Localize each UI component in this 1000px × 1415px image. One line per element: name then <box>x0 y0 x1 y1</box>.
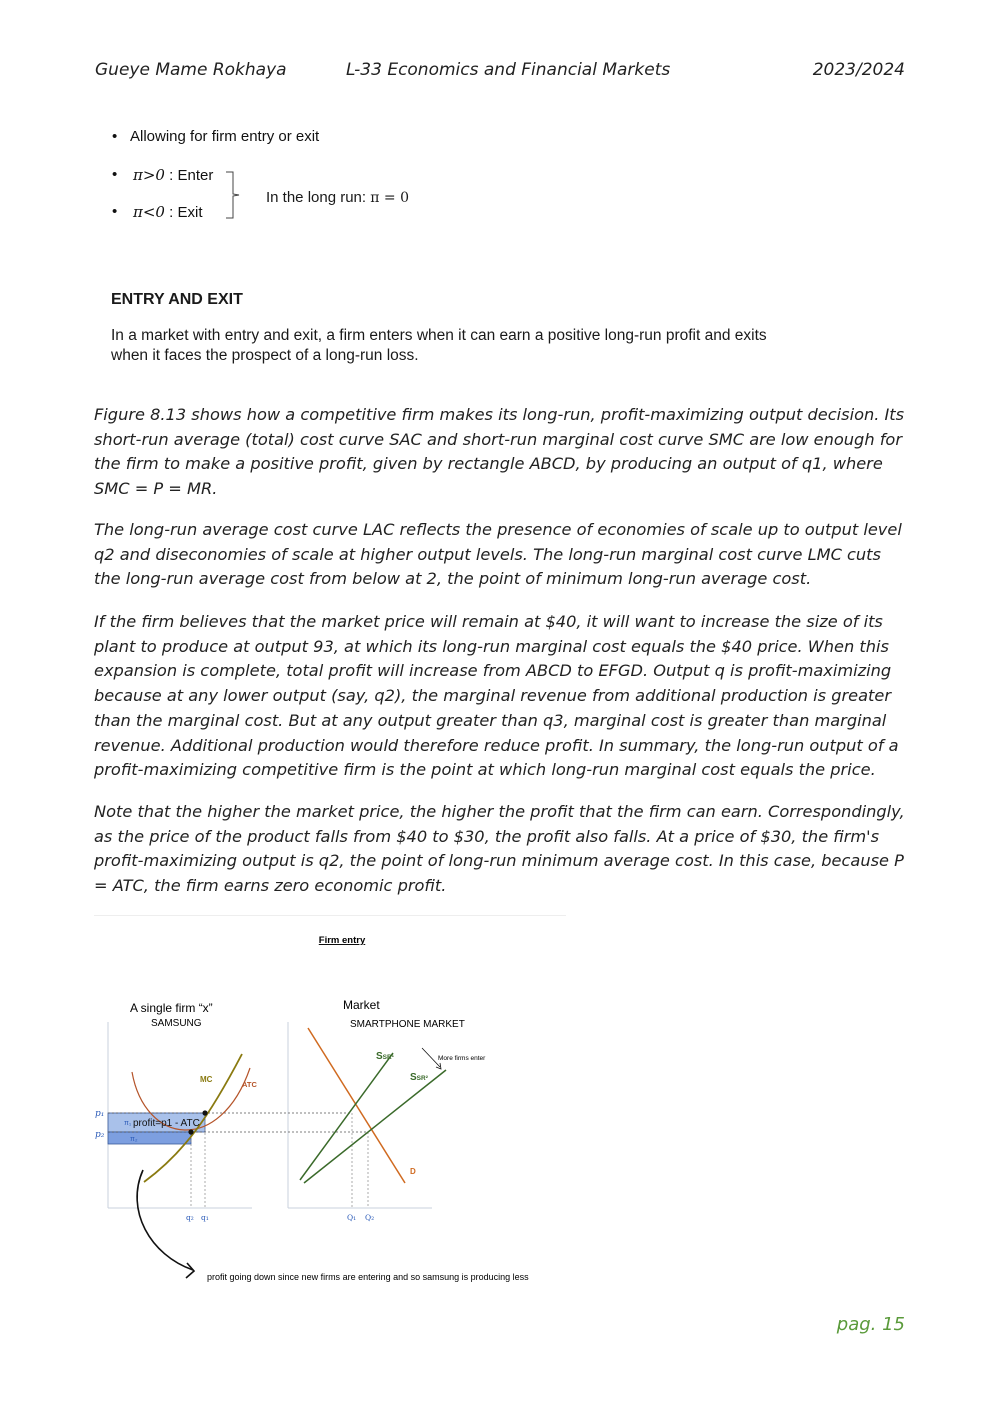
point-q1 <box>202 1110 207 1115</box>
exit-math: π<0 <box>133 203 165 221</box>
page-number: pag. 15 <box>836 1314 905 1335</box>
pi2-label: π₂ <box>130 1136 138 1143</box>
mc-label: MC <box>200 1075 213 1084</box>
profit-rect-2 <box>108 1132 191 1144</box>
paragraph-1: Figure 8.13 shows how a competitive firm makes its long-run, profit-maximizing output decision. Its short-run average (total) cost curve SAC and short-run marginal cost curve SMC are low enough for the firm to make a positive profit, given by rectangle ABCD, by producing an output of q1, where SMC = P = MR. <box>94 405 905 499</box>
Q1-label: Q₁ <box>347 1213 357 1222</box>
bullet-entry-exit-text: Allowing for firm entry or exit <box>130 128 320 145</box>
note-arrowhead-icon <box>186 1263 194 1278</box>
profit-label: profit=p1 - ATC <box>133 1118 200 1129</box>
pi1-label: π₁ <box>124 1120 132 1127</box>
brace-icon <box>226 171 240 219</box>
bullet-dot: • <box>112 128 118 145</box>
bullet-dot: • <box>112 203 118 220</box>
supply-curve-2 <box>304 1070 446 1183</box>
ssr1-sub: SR¹ <box>382 1054 394 1061</box>
q2-label: q₂ <box>186 1213 194 1222</box>
long-run-math: π = 0 <box>370 190 409 206</box>
entry-exit-title: ENTRY AND EXIT <box>111 291 243 308</box>
long-run-label: In the long run: <box>266 189 367 206</box>
ssr2-sub: SR² <box>416 1075 428 1082</box>
demand-curve <box>308 1028 405 1183</box>
long-run-note <box>266 189 409 206</box>
market-title: Market <box>343 998 380 1012</box>
p1-label: p₁ <box>95 1109 105 1119</box>
entry-exit-text: In a market with entry and exit, a firm enters when it can earn a positive long-run profit and exits when it faces the prospect of a long-run loss. <box>111 327 767 364</box>
paragraph-3: If the firm believes that the market price will remain at $40, it will want to increase the size of its plant to produce at output 93, at which its long-run marginal cost equals the $40 price. When this expansion is complete, total profit will increase from ABCD to EFGD. Output q is profit-maximizing because at any lower output (say, q2), the marginal revenue from additional production is greater than the marginal cost. But at any output greater than q3, marginal cost is greater than marginal revenue. Additional production would therefore reduce profit. In summary, the long-run output of a profit-maximizing competitive firm is the point at which long-run marginal cost equals the price. <box>94 612 899 780</box>
demand-label: D <box>410 1167 416 1176</box>
q1-label: q₁ <box>201 1213 209 1222</box>
note-arrow <box>137 1170 193 1270</box>
enter-math: π>0 <box>133 166 165 184</box>
more-firms-label: More firms enter <box>438 1055 486 1062</box>
enter-label: : Enter <box>169 167 214 184</box>
bullet-enter <box>112 166 214 184</box>
figure-title: Firm entry <box>318 935 366 946</box>
Q2-label: Q₂ <box>365 1213 375 1222</box>
bullet-exit <box>112 203 203 221</box>
figure-note: profit going down since new firms are entering and so samsung is producing less <box>207 1272 529 1282</box>
header-course: L-33 Economics and Financial Markets <box>346 60 671 80</box>
supply-curve-1 <box>300 1053 393 1180</box>
bullet-dot: • <box>112 166 118 183</box>
bullet-entry-exit <box>112 128 320 145</box>
header-author: Gueye Mame Rokhaya <box>95 60 287 80</box>
point-q2 <box>188 1129 193 1134</box>
firm-subtitle: SAMSUNG <box>151 1018 202 1029</box>
firm-title: A single firm “x” <box>130 1001 213 1015</box>
ssr1-s: S <box>376 1051 383 1062</box>
figure-divider <box>94 915 566 916</box>
ssr1-label <box>376 1051 394 1062</box>
paragraph-4: Note that the higher the market price, the higher the profit that the firm can earn. Correspondingly, as the price of the product falls from $40 to $30, the profit also falls. At a price of $30, the firm's profit-maximizing output is q2, the point of long-run minimum average cost. In this case, because P = ATC, the firm earns zero economic profit. <box>94 802 905 896</box>
firm-entry-figure <box>90 920 570 1290</box>
p2-label: p₂ <box>95 1130 105 1140</box>
ssr2-s: S <box>410 1072 417 1083</box>
paragraph-2: The long-run average cost curve LAC reflects the presence of economies of scale up to output level q2 and diseconomies of scale at higher output levels. The long-run marginal cost curve LMC cuts the long-run average cost from below at 2, the point of minimum long-run average cost. <box>94 520 902 589</box>
header-year: 2023/2024 <box>812 60 905 80</box>
exit-label: : Exit <box>169 204 203 221</box>
market-subtitle: SMARTPHONE MARKET <box>350 1019 465 1030</box>
ssr2-label <box>410 1072 429 1083</box>
atc-label: ATC <box>242 1080 257 1089</box>
